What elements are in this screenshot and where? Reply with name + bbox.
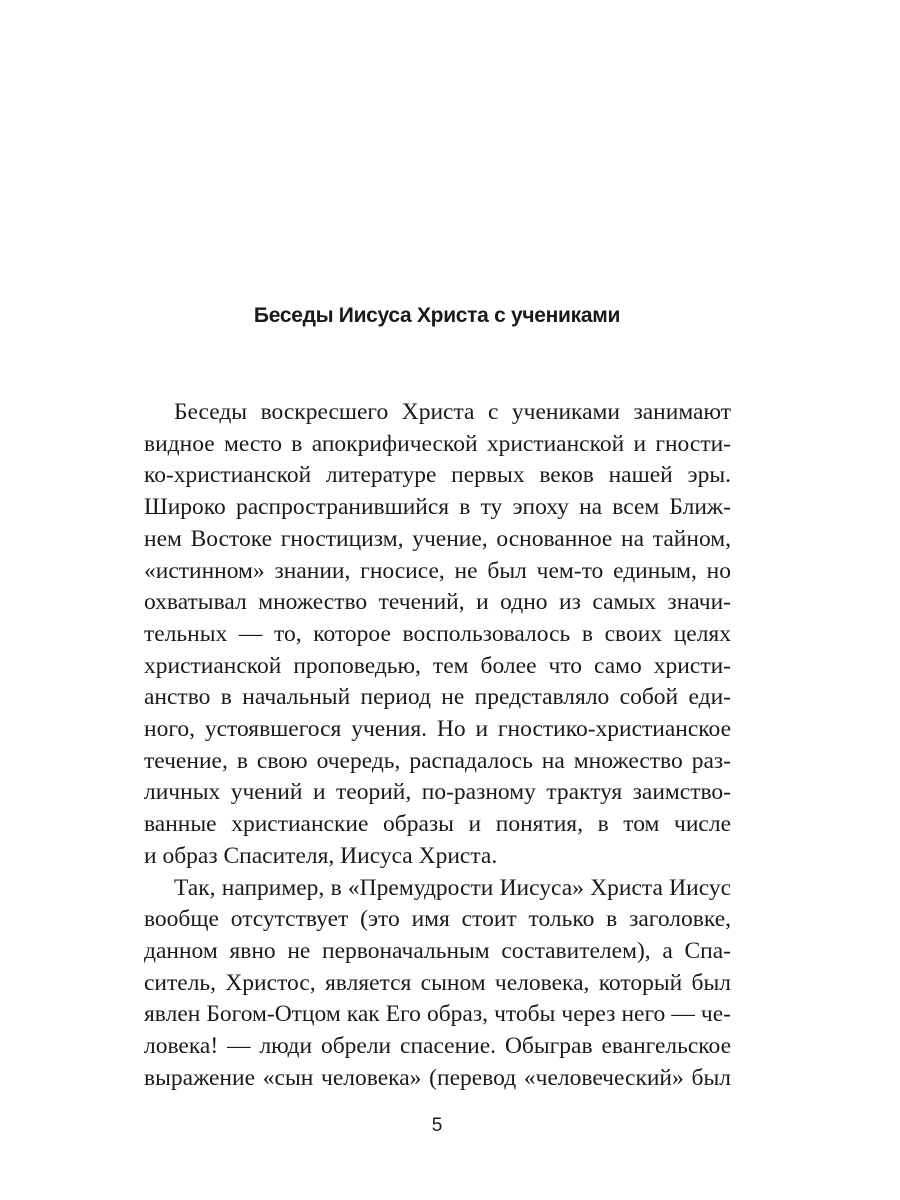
text-line: нем Востоке гностицизм, учение, основанное на тайном, [144, 525, 731, 552]
text-line: анство в начальный период не представляло собой еди- [144, 684, 731, 711]
text-line: ситель, Христос, является сыном человека, который был [144, 969, 731, 996]
paragraph [144, 397, 731, 873]
text-line: ного, устоявшегося учения. Но и гностико-христианское [144, 716, 731, 743]
paragraph [144, 873, 731, 1095]
text-line: ванные христианские образы и понятия, в том числе [144, 811, 731, 838]
text-line: выражение «сын человека» (перевод «человеческий» был [144, 1064, 731, 1091]
text-line: ко-христианской литературе первых веков нашей эры. [144, 462, 731, 489]
body-text [144, 397, 731, 1094]
text-line: охватывал множество течений, и одно из самых значи- [144, 589, 731, 616]
text-line: Широко распространившийся в ту эпоху на всем Ближ- [144, 494, 731, 521]
text-line: явлен Богом-Отцом как Его образ, чтобы через него — че- [144, 1001, 731, 1028]
text-line: «истинном» знании, гносисе, не был чем-то единым, но [144, 557, 731, 584]
chapter-heading: Беседы Иисуса Христа с учениками [253, 304, 621, 327]
text-line: вообще отсутствует (это имя стоит только в заголовке, [144, 906, 731, 933]
text-line: течение, в свою очередь, распадалось на множество раз- [144, 747, 731, 774]
text-line: данном явно не первоначальным составителем), а Спа- [144, 937, 731, 964]
text-line: и образ Спасителя, Иисуса Христа. [144, 842, 498, 869]
text-line: христианской проповедью, тем более что само христи- [144, 652, 731, 679]
text-line: тельных — то, которое воспользовалось в своих целях [144, 620, 731, 647]
text-line: личных учений и теорий, по-разному трактуя заимство- [144, 779, 731, 806]
text-line: ловека! — люди обрели спасение. Обыграв евангельское [144, 1033, 731, 1060]
text-line: Так, например, в «Премудрости Иисуса» Христа Иисус [174, 874, 731, 901]
page-number: 5 [431, 1115, 443, 1136]
text-line: Беседы воскресшего Христа с учениками занимают [174, 399, 731, 425]
text-line: видное место в апокрифической христианской и гности- [144, 430, 731, 457]
